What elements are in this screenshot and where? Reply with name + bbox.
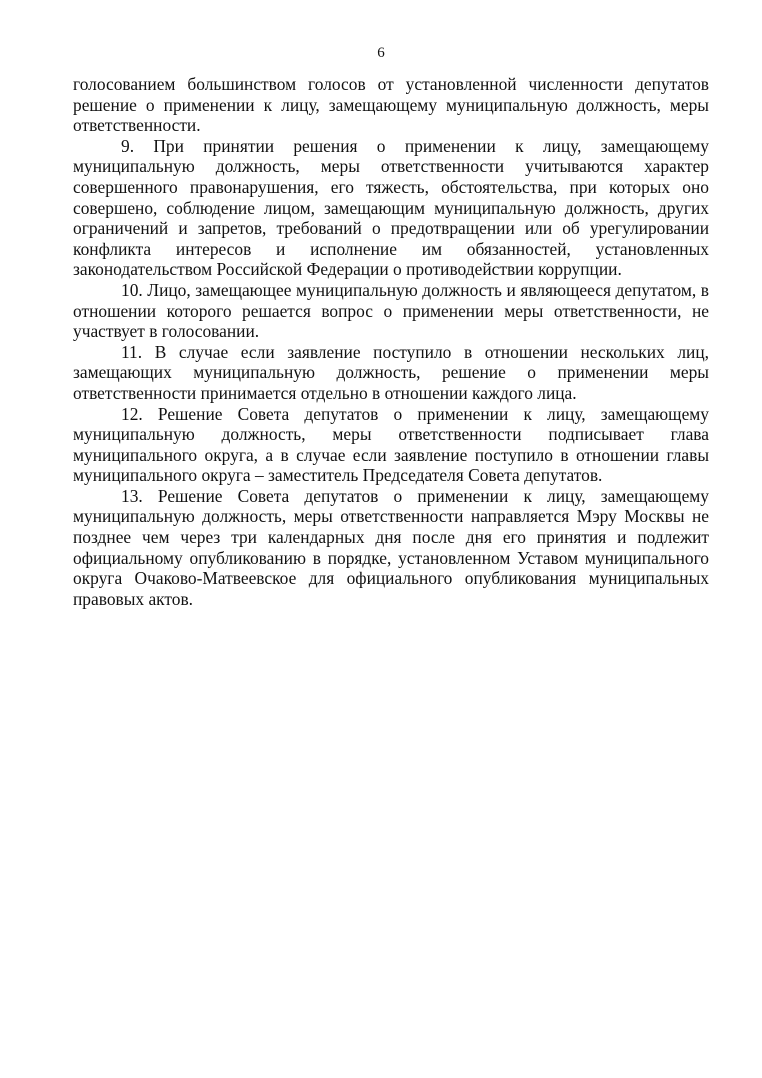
paragraph-9: 9. При принятии решения о применении к лицу, замещающему муниципальную должность, меры ответственности учитываются характер совершенного правонарушения, его тяжесть, обстоятельства, при которых оно совершено, соблюдение лицом, замещающим муниципальную должность, других ограничений и запретов, требований о предотвращении или об урегулировании конфликта интересов и исполнение им обязанностей, установленных законодательством Российской Федерации о противодействии коррупции. bbox=[73, 135, 709, 280]
paragraph-continuation: голосованием большинством голосов от установленной численности депутатов решение о применении к лицу, замещающему муниципальную должность, меры ответственности. bbox=[73, 74, 709, 136]
paragraph-12: 12. Решение Совета депутатов о применении к лицу, замещающему муниципальную должность, меры ответственности подписывает глава муниципального округа, а в случае если заявление поступило в отношении главы муниципального округа – заместитель Председателя Совета депутатов. bbox=[73, 403, 709, 486]
document-body bbox=[73, 74, 709, 609]
paragraph-11: 11. В случае если заявление поступило в отношении нескольких лиц, замещающих муниципальную должность, решение о применении меры ответственности принимается отдельно в отношении каждого лица. bbox=[73, 341, 709, 403]
page-number: 6 bbox=[377, 45, 385, 61]
paragraph-10: 10. Лицо, замещающее муниципальную должность и являющееся депутатом, в отношении которого решается вопрос о применении меры ответственности, не участвует в голосовании. bbox=[73, 279, 709, 342]
paragraph-13: 13. Решение Совета депутатов о применении к лицу, замещающему муниципальную должность, меры ответственности направляется Мэру Москвы не позднее чем через три календарных дня после дня его принятия и подлежит официальному опубликованию в порядке, установленном Уставом муниципального округа Очаково-Матвеевское для официального опубликования муниципальных правовых актов. bbox=[73, 485, 709, 609]
